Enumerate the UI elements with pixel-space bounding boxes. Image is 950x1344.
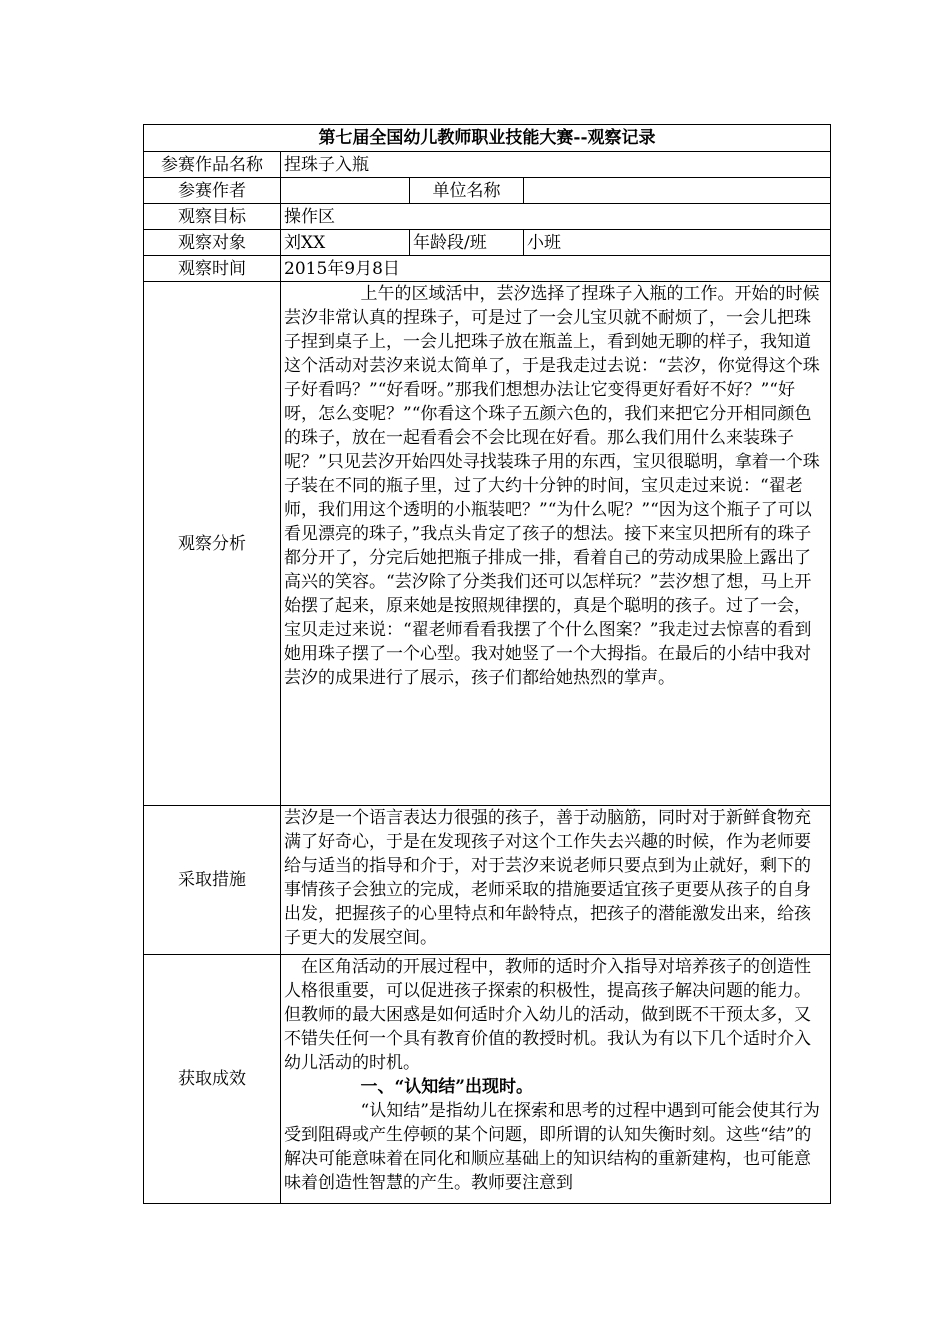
- author-label: 参赛作者: [144, 178, 281, 204]
- age-class-label: 年龄段/班: [410, 230, 524, 256]
- unit-name-label: 单位名称: [410, 178, 524, 204]
- work-name-label: 参赛作品名称: [144, 152, 281, 178]
- results-label: 获取成效: [144, 955, 281, 1204]
- goal-label: 观察目标: [144, 204, 281, 230]
- measures-cell: [281, 806, 831, 955]
- measures-label: 采取措施: [144, 806, 281, 955]
- analysis-text: 上午的区域活中，芸汐选择了捏珠子入瓶的工作。开始的时候芸汐非常认真的捏珠子，可是过了一会儿宝贝就不耐烦了，一会儿把珠子捏到桌子上，一会儿把珠子放在瓶盖上，看到她无聊的样子，我知道这个活动对芸汐来说太简单了，于是我走过去说：“芸汐，你觉得这个珠子好看吗？”“好看呀。”那我们想想办法让它变得更好看好不好？”“好呀，怎么变呢？”“你看这个珠子五颜六色的，我们来把它分开相同颜色的珠子，放在一起看看会不会比现在好看。那么我们用什么来装珠子呢？”只见芸汐开始四处寻找装珠子用的东西，宝贝很聪明，拿着一个珠子装在不同的瓶子里，过了大约十分钟的时间，宝贝走过来说：“翟老师，我们用这个透明的小瓶装吧？”“为什么呢？”“因为这个瓶子了可以看见漂亮的珠子，”我点头肯定了孩子的想法。接下来宝贝把所有的珠子都分开了，分完后她把瓶子排成一排，看着自己的劳动成果脸上露出了高兴的笑容。“芸汐除了分类我们还可以怎样玩？”芸汐想了想，马上开始摆了起来，原来她是按照规律摆的，真是个聪明的孩子。过了一会，宝贝走过来说：“翟老师看看我摆了个什么图案？”我走过去惊喜的看到她用珠子摆了一个心型。我对她竖了一个大拇指。在最后的小结中我对芸汐的成果进行了展示，孩子们都给她热烈的掌声。: [284, 284, 820, 688]
- subject-label: 观察对象: [144, 230, 281, 256]
- analysis-label: 观察分析: [144, 282, 281, 806]
- time-value: 2015年9月8日: [281, 256, 831, 282]
- author-value: [281, 178, 410, 204]
- record-title: 第七届全国幼儿教师职业技能大赛--观察记录: [144, 125, 831, 152]
- results-body: “认知结”是指幼儿在探索和思考的过程中遇到可能会使其行为受到阻碍或产生停顿的某个问题，即所谓的认知失衡时刻。这些“结”的解决可能意味着在同化和顺应基础上的知识结构的重新建构，也可能意味着创造性智慧的产生。教师要注意到: [284, 1101, 820, 1193]
- observation-record-table: [143, 124, 831, 1204]
- analysis-cell: [281, 282, 831, 806]
- measures-text: 芸汐是一个语言表达力很强的孩子，善于动脑筋，同时对于新鲜食物充满了好奇心，于是在发现孩子对这个工作失去兴趣的时候，作为老师要给与适当的指导和介于，对于芸汐来说老师只要点到为止就好，剩下的事情孩子会独立的完成，老师采取的措施要适宜孩子更要从孩子的自身出发，把握孩子的心里特点和年龄特点，把孩子的潜能激发出来，给孩子更大的发展空间。: [284, 808, 811, 948]
- unit-name-value: [524, 178, 831, 204]
- work-name-value: 捏珠子入瓶: [281, 152, 831, 178]
- time-label: 观察时间: [144, 256, 281, 282]
- subject-value: 刘XX: [281, 230, 410, 256]
- results-cell: [281, 955, 831, 1204]
- results-intro: 在区角活动的开展过程中，教师的适时介入指导对培养孩子的创造性人格很重要，可以促进孩子探索的积极性，提高孩子解决问题的能力。但教师的最大困惑是如何适时介入幼儿的活动，做到既不干预太多，又不错失任何一个具有教育价值的教授时机。我认为有以下几个适时介入幼儿活动的时机。: [284, 957, 811, 1073]
- results-heading: 一、“认知结”出现时。: [360, 1077, 534, 1097]
- goal-value: 操作区: [281, 204, 831, 230]
- age-class-value: 小班: [524, 230, 831, 256]
